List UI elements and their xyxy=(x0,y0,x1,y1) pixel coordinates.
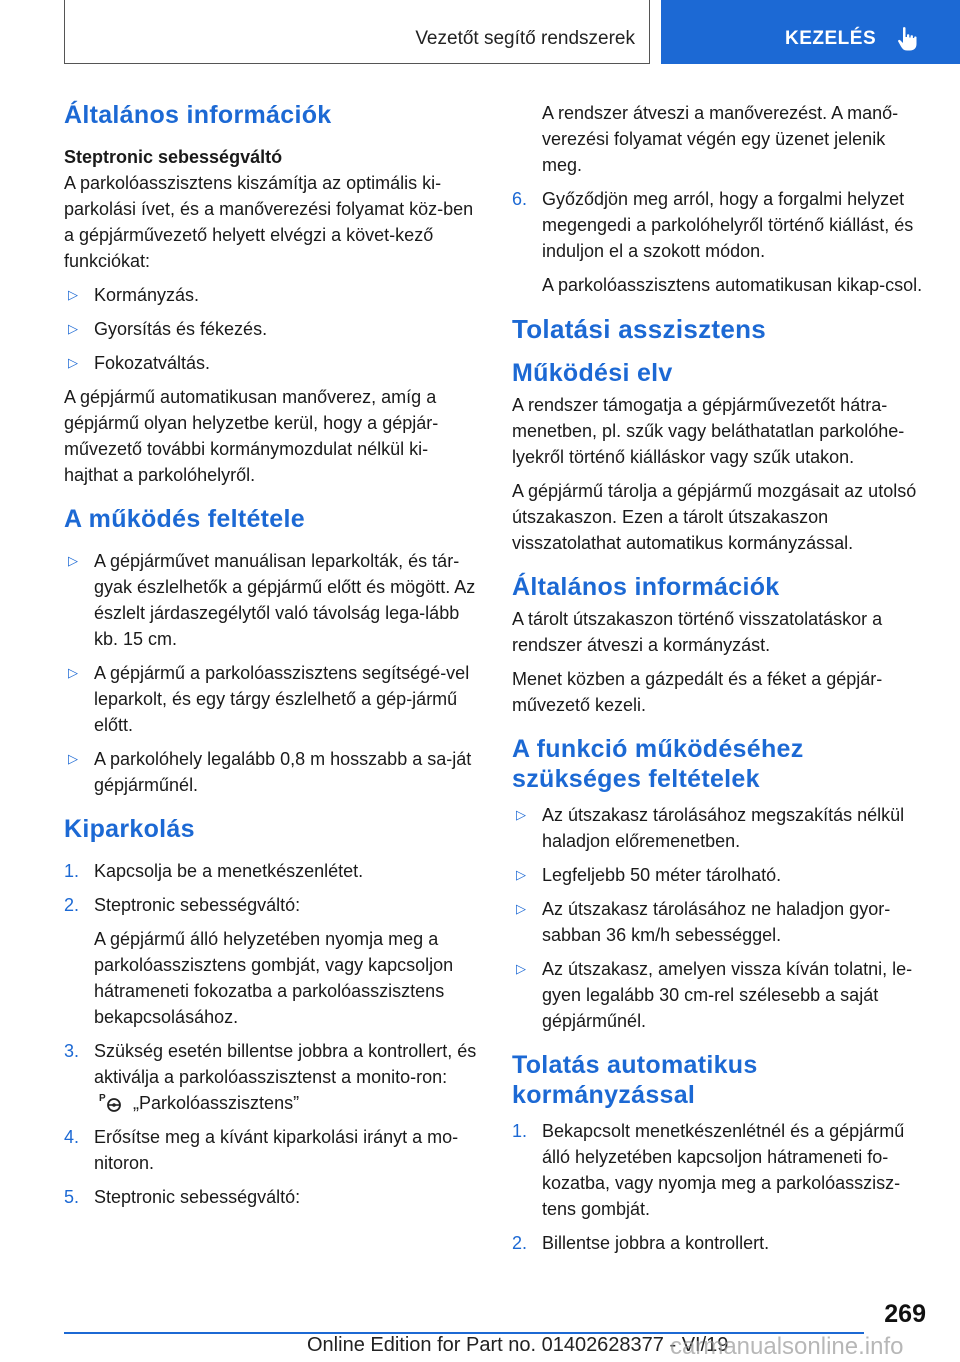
hand-pointer-icon xyxy=(897,26,919,52)
chapter-tab xyxy=(661,0,960,64)
principle-paragraph-1: A rendszer támogatja a gépjárművezetőt hátra-menetben, pl. szűk vagy beláthatatlan parkolóhe-lyekről történő kiálláskor vagy szűk utakon. xyxy=(512,395,905,467)
list-item: ▷ Az útszakasz tárolásához megszakítás nélkül haladjon előremenetben. xyxy=(512,802,930,854)
section-title: Vezetőt segítő rendszerek xyxy=(415,28,635,49)
parking-assistant-icon xyxy=(98,1091,124,1113)
triangle-bullet-icon: ▷ xyxy=(68,665,78,680)
svg-text:P: P xyxy=(99,1093,106,1104)
list-item: ▷ A gépjármű a parkolóasszisztens segítségé-vel leparkolt, és egy tárgy észlelhető a gép-jármű előtt. xyxy=(64,660,482,738)
triangle-bullet-icon: ▷ xyxy=(68,355,78,370)
step-detail: A parkolóasszisztens automatikusan kikap-csol. xyxy=(542,275,923,295)
page-header xyxy=(0,0,960,66)
triangle-bullet-icon: ▷ xyxy=(516,901,526,916)
general-paragraph-2: Menet közben a gázpedált és a féket a gépjár-művezető kezeli. xyxy=(512,669,883,715)
step-item: 6. Győződjön meg arról, hogy a forgalmi helyzet megengedi a parkolóhelyről történő kiállást, és induljon el a szokott módon. xyxy=(512,189,914,261)
step-item: 3. Szükség esetén billentse jobbra a kontrollert, és aktiválja a parkolóasszisztenst a monito-ron: P „Parkolóasszisztens” xyxy=(64,1041,477,1113)
list-item: ▷ A parkolóhely legalább 0,8 m hosszabb a sa-ját gépjárműnél. xyxy=(64,746,482,798)
heading-general-info: Általános információk xyxy=(64,101,332,129)
triangle-bullet-icon: ▷ xyxy=(516,807,526,822)
heading-reverse-assistant: Tolatási asszisztens xyxy=(512,314,767,344)
list-item: ▷ Az útszakasz tárolásához ne haladjon gyor-sabban 36 km/h sebességgel. xyxy=(512,896,930,948)
right-column xyxy=(512,100,930,1264)
section-title-box xyxy=(64,0,650,64)
left-column xyxy=(64,100,482,1218)
heading-principle: Működési elv xyxy=(512,359,673,387)
heading-conditions: A működés feltétele xyxy=(64,505,305,533)
triangle-bullet-icon: ▷ xyxy=(516,961,526,976)
list-item: ▷ A gépjárművet manuálisan leparkolták, és tár-gyak észlelhetők a gépjármű előtt és mögött. Az észlelt járdaszegélytől való távolság lega-lább kb. 15 cm. xyxy=(64,548,482,652)
step-item: 5. Steptronic sebességváltó: xyxy=(64,1187,301,1207)
triangle-bullet-icon: ▷ xyxy=(68,321,78,336)
heading-exit-parking: Kiparkolás xyxy=(64,815,195,843)
chapter-label: KEZELÉS xyxy=(785,28,877,49)
step-detail: A gépjármű álló helyzetében nyomja meg a parkolóasszisztens gombját, vagy kapcsoljon hátrameneti fokozatba a parkolóasszisztens bekapcsolásához. xyxy=(94,929,454,1027)
heading-steptronic: Steptronic sebességváltó xyxy=(64,147,283,167)
heading-required-conditions: A funkció működéséhez szükséges feltételek xyxy=(512,735,804,793)
list-item: ▷ Kormányzás. xyxy=(64,282,482,308)
list-item: ▷ Gyorsítás és fékezés. xyxy=(64,316,482,342)
step-item: 1. Kapcsolja be a menetkészenlétet. xyxy=(64,861,364,881)
general-paragraph-1: A tárolt útszakaszon történő visszatolatáskor a rendszer átveszi a kormányzást. xyxy=(512,609,883,655)
triangle-bullet-icon: ▷ xyxy=(68,287,78,302)
list-item: ▷ Legfeljebb 50 méter tárolható. xyxy=(512,862,930,888)
step-item: 4. Erősítse meg a kívánt kiparkolási irányt a mo-nitoron. xyxy=(64,1127,459,1173)
triangle-bullet-icon: ▷ xyxy=(516,867,526,882)
intro-paragraph: A parkolóasszisztens kiszámítja az optimális ki-parkolási ívet, és a manőverezési folyamat köz-ben a gépjárművezető helyett elvégzi a követ-kező funkciókat: xyxy=(64,173,474,271)
step-item: 1. Bekapcsolt menetkészenlétnél és a gépjármű álló helyzetében kapcsoljon hátrameneti fo-kozatba, vagy nyomja meg a parkolóasszisz-tens gombját. xyxy=(512,1121,905,1219)
triangle-bullet-icon: ▷ xyxy=(68,553,78,568)
watermark: carmanualsonline.info xyxy=(670,1333,904,1360)
list-item: ▷ Az útszakasz, amelyen vissza kíván tolatni, le-gyen legalább 30 cm-rel szélesebb a saját gépjárműnél. xyxy=(512,956,930,1034)
list-item: ▷ Fokozatváltás. xyxy=(64,350,482,376)
page-number: 269 xyxy=(884,1300,926,1328)
step-item: 2. Billentse jobbra a kontrollert. xyxy=(512,1233,770,1253)
step-detail: A rendszer átveszi a manőverezést. A manő-verezési folyamat végén egy üzenet jelenik meg. xyxy=(542,103,899,175)
auto-paragraph: A gépjármű automatikusan manőverez, amíg a gépjármű olyan helyzetbe kerül, hogy a gépjár-művezető további kormánymozdulat nélkül ki-hajthat a parkolóhelyről. xyxy=(64,387,439,485)
principle-paragraph-2: A gépjármű tárolja a gépjármű mozgásait az utolsó útszakaszon. Ezen a tárolt útszakaszon visszatolathat automatikus kormányzással. xyxy=(512,481,917,553)
triangle-bullet-icon: ▷ xyxy=(68,751,78,766)
heading-auto-steering: Tolatás automatikus kormányzással xyxy=(512,1051,758,1109)
step-item: 2. Steptronic sebességváltó: xyxy=(64,895,301,915)
heading-general-info-2: Általános információk xyxy=(512,573,780,601)
footer-edition: Online Edition for Part no. 01402628377 - VI/19 xyxy=(307,1334,729,1356)
